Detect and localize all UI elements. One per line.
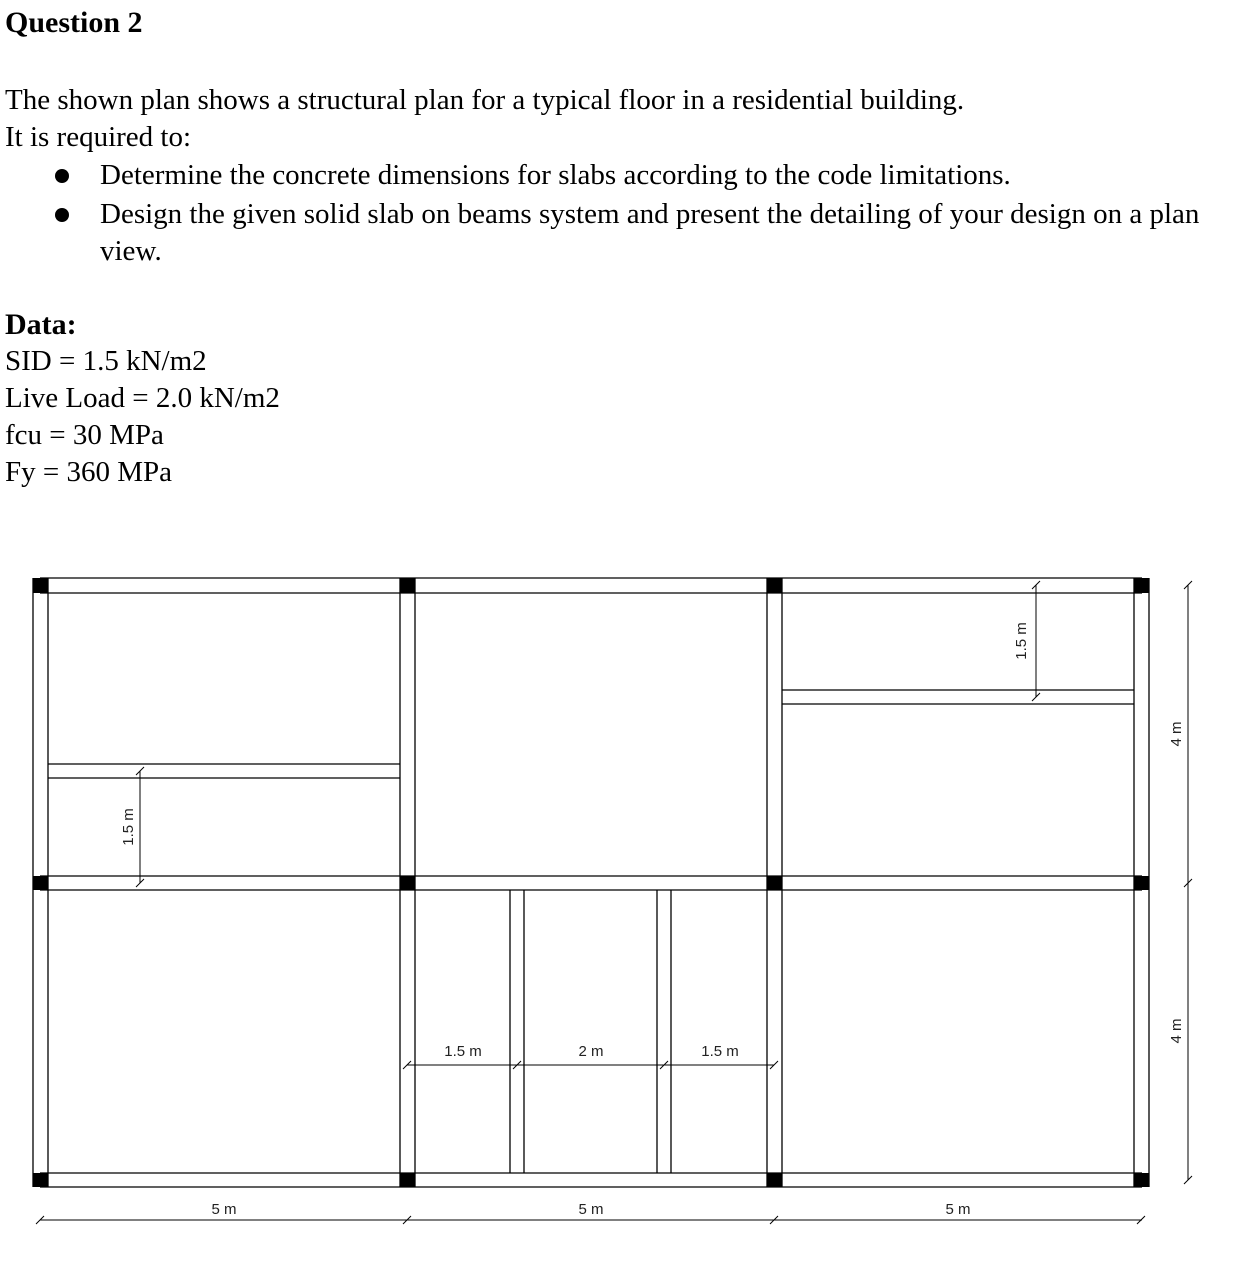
column	[1134, 876, 1149, 890]
intro-text	[5, 82, 964, 156]
column	[400, 876, 415, 890]
dim-label-height-2: 4 m	[1168, 1018, 1185, 1044]
beam-lines	[33, 578, 1149, 1187]
task-list	[0, 157, 1240, 270]
column	[1134, 578, 1149, 593]
dim-label-right-cantilever: 1.5 m	[1013, 622, 1030, 660]
dim-label-bay-3: 5 m	[945, 1201, 971, 1218]
data-heading: Data:	[5, 308, 77, 341]
dimension-lines	[36, 581, 1192, 1224]
column	[400, 578, 415, 593]
columns	[33, 578, 1149, 1187]
structural-plan	[0, 540, 1244, 1244]
data-item-sid: SID = 1.5 kN/m2	[5, 345, 207, 377]
dim-label-stair-left: 1.5 m	[444, 1043, 482, 1060]
data-list	[5, 343, 280, 491]
data-item-fcu: fcu = 30 MPa	[5, 419, 164, 451]
dim-label-stair-middle: 2 m	[578, 1043, 604, 1060]
dim-label-height-1: 4 m	[1168, 721, 1185, 747]
question-title: Question 2	[5, 6, 143, 39]
column	[33, 578, 48, 593]
column	[33, 1173, 48, 1187]
dim-label-stair-right: 1.5 m	[701, 1043, 739, 1060]
column	[400, 1173, 415, 1187]
bullet-icon	[55, 169, 69, 183]
column	[767, 578, 782, 593]
data-item-fy: Fy = 360 MPa	[5, 456, 173, 488]
column	[767, 1173, 782, 1187]
data-item-live-load: Live Load = 2.0 kN/m2	[5, 382, 280, 414]
bullet-icon	[55, 208, 69, 222]
column	[767, 876, 782, 890]
dim-label-bay-1: 5 m	[211, 1201, 237, 1218]
task-item	[0, 157, 1240, 194]
dim-label-bay-2: 5 m	[578, 1201, 604, 1218]
column	[1134, 1173, 1149, 1187]
task-text: Determine the concrete dimensions for slabs according to the code limitations.	[100, 159, 1011, 191]
intro-line-1: The shown plan shows a structural plan for a typical floor in a residential building.	[5, 84, 965, 116]
task-item	[0, 196, 1240, 270]
dim-label-left-cantilever: 1.5 m	[120, 808, 137, 846]
intro-line-2: It is required to:	[5, 121, 192, 153]
column	[33, 876, 48, 890]
task-text: Design the given solid slab on beams system and present the detailing of your design on a plan view.	[100, 198, 1200, 267]
